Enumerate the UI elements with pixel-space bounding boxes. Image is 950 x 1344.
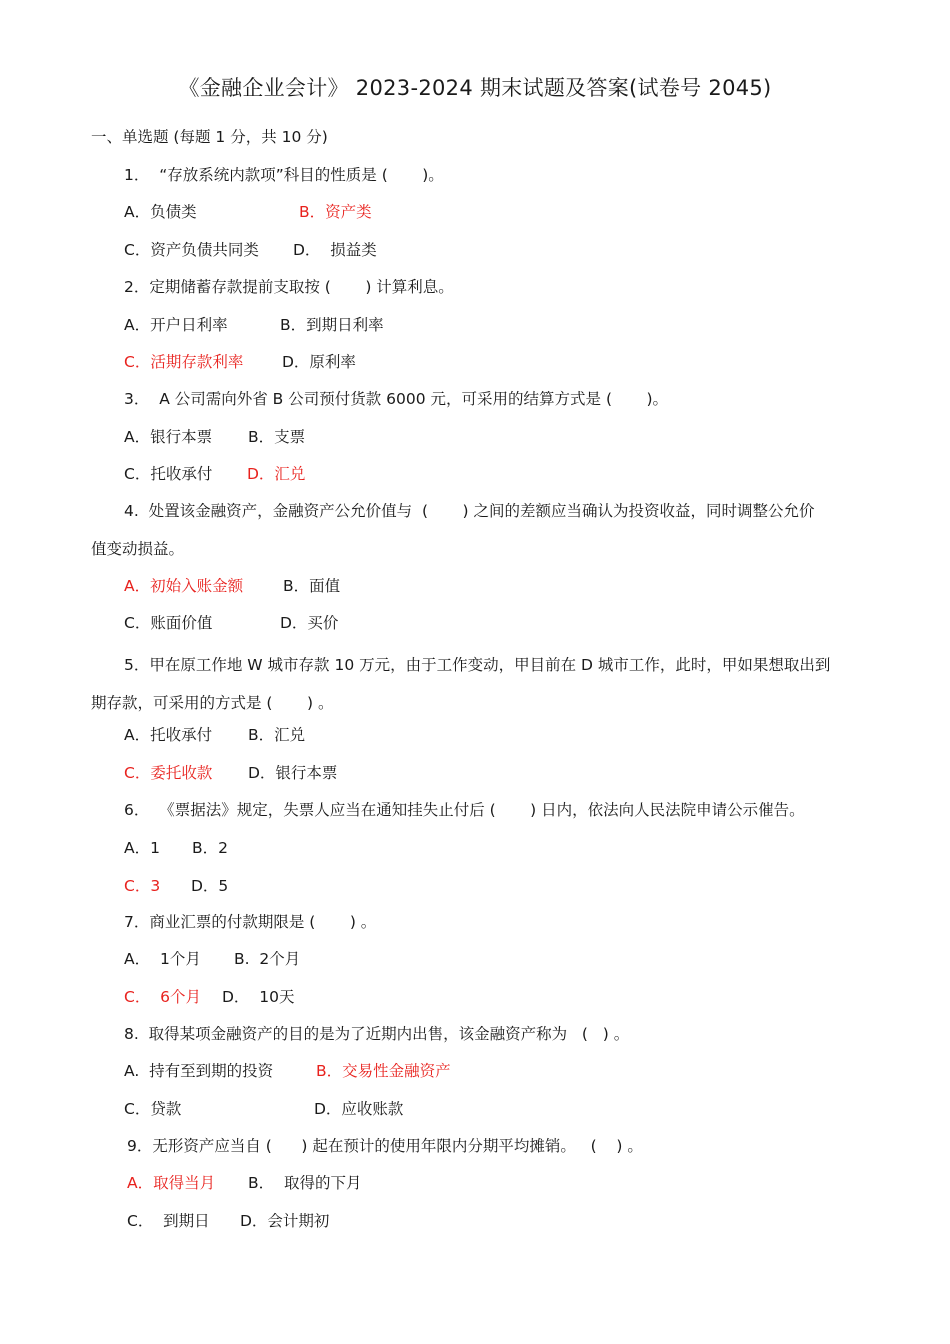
question-2-option-a: A．开户日利率 (124, 316, 228, 334)
question-3-stem: 3． A 公司需向外省 B 公司预付货款 6000 元，可采用的结算方式是 ( )。 (124, 390, 669, 408)
question-1-option-d: D． 损益类 (293, 241, 377, 259)
question-2-option-d: D．原利率 (282, 353, 356, 371)
question-6-stem: 6． 《票据法》规定，失票人应当在通知挂失止付后 ( ) 日内，依法向人民法院申请公示催告。 (124, 801, 805, 819)
question-4-option-a-answer: A．初始入账金额 (124, 577, 244, 595)
question-9-option-b: B． 取得的下月 (248, 1174, 362, 1192)
question-7-option-d: D． 10天 (222, 988, 295, 1006)
question-8-option-c: C．贷款 (124, 1100, 182, 1118)
question-7-stem: 7．商业汇票的付款期限是 ( ) 。 (124, 913, 377, 931)
page-title: 《金融企业会计》 2023-2024 期末试题及答案(试卷号 2045) (178, 76, 772, 100)
question-8-option-a: A. 持有至到期的投资 (124, 1062, 274, 1080)
question-8-option-d: D．应收账款 (314, 1100, 404, 1118)
question-2-stem: 2．定期储蓄存款提前支取按 ( ) 计算利息。 (124, 278, 454, 296)
question-4-option-c: C．账面价值 (124, 614, 213, 632)
question-5-option-c-answer: C．委托收款 (124, 764, 213, 782)
question-9-option-c: C． 到期日 (127, 1212, 210, 1230)
question-1-stem: 1． “存放系统内款项”科目的性质是 ( )。 (124, 166, 444, 184)
question-5-stem-line-2: 期存款，可采用的方式是 ( ) 。 (91, 694, 334, 712)
question-4-option-b: B．面值 (283, 577, 341, 595)
question-6-option-a: A．1 (124, 839, 160, 857)
question-8-stem: 8. 取得某项金融资产的目的是为了近期内出售，该金融资产称为 ( ) 。 (124, 1025, 630, 1043)
question-3-option-b: B．支票 (248, 428, 306, 446)
question-3-option-a: A．银行本票 (124, 428, 213, 446)
question-5-stem-line-1: 5．甲在原工作地 W 城市存款 10 万元，由于工作变动，甲目前在 D 城市工作，此时，甲如果想取出到 (124, 656, 831, 674)
question-8-option-b-answer: B．交易性金融资产 (316, 1062, 451, 1080)
question-3-option-d-answer: D．汇兑 (247, 465, 306, 483)
question-1-option-c: C．资产负债共同类 (124, 241, 259, 259)
question-1-option-a: A．负债类 (124, 203, 197, 221)
question-1-option-b-answer: B．资产类 (299, 203, 372, 221)
question-5-option-a: A．托收承付 (124, 726, 213, 744)
question-6-option-b: B．2 (192, 839, 228, 857)
question-5-option-d: D．银行本票 (248, 764, 338, 782)
question-3-option-c: C．托收承付 (124, 465, 213, 483)
question-6-option-c-answer: C．3 (124, 877, 161, 895)
question-7-option-b: B. 2个月 (234, 950, 301, 968)
question-2-option-c-answer: C．活期存款利率 (124, 353, 244, 371)
question-4-stem-line-2: 值变动损益。 (91, 540, 185, 558)
question-4-stem-line-1: 4. 处置该金融资产，金融资产公允价值与 ( ) 之间的差额应当确认为投资收益，同时调整公允价 (124, 502, 815, 520)
question-9-stem: 9．无形资产应当自 ( ) 起在预计的使用年限内分期平均摊销。 ( ) 。 (127, 1137, 643, 1155)
question-7-option-a: A． 1个月 (124, 950, 201, 968)
question-4-option-d: D．买价 (280, 614, 339, 632)
question-9-option-d: D．会计期初 (240, 1212, 330, 1230)
question-2-option-b: B．到期日利率 (280, 316, 384, 334)
question-5-option-b: B．汇兑 (248, 726, 306, 744)
question-6-option-d: D．5 (191, 877, 229, 895)
question-7-option-c-answer: C． 6个月 (124, 988, 202, 1006)
section-heading: 一、单选题 (每题 1 分，共 10 分) (91, 128, 328, 146)
question-9-option-a-answer: A．取得当月 (127, 1174, 216, 1192)
